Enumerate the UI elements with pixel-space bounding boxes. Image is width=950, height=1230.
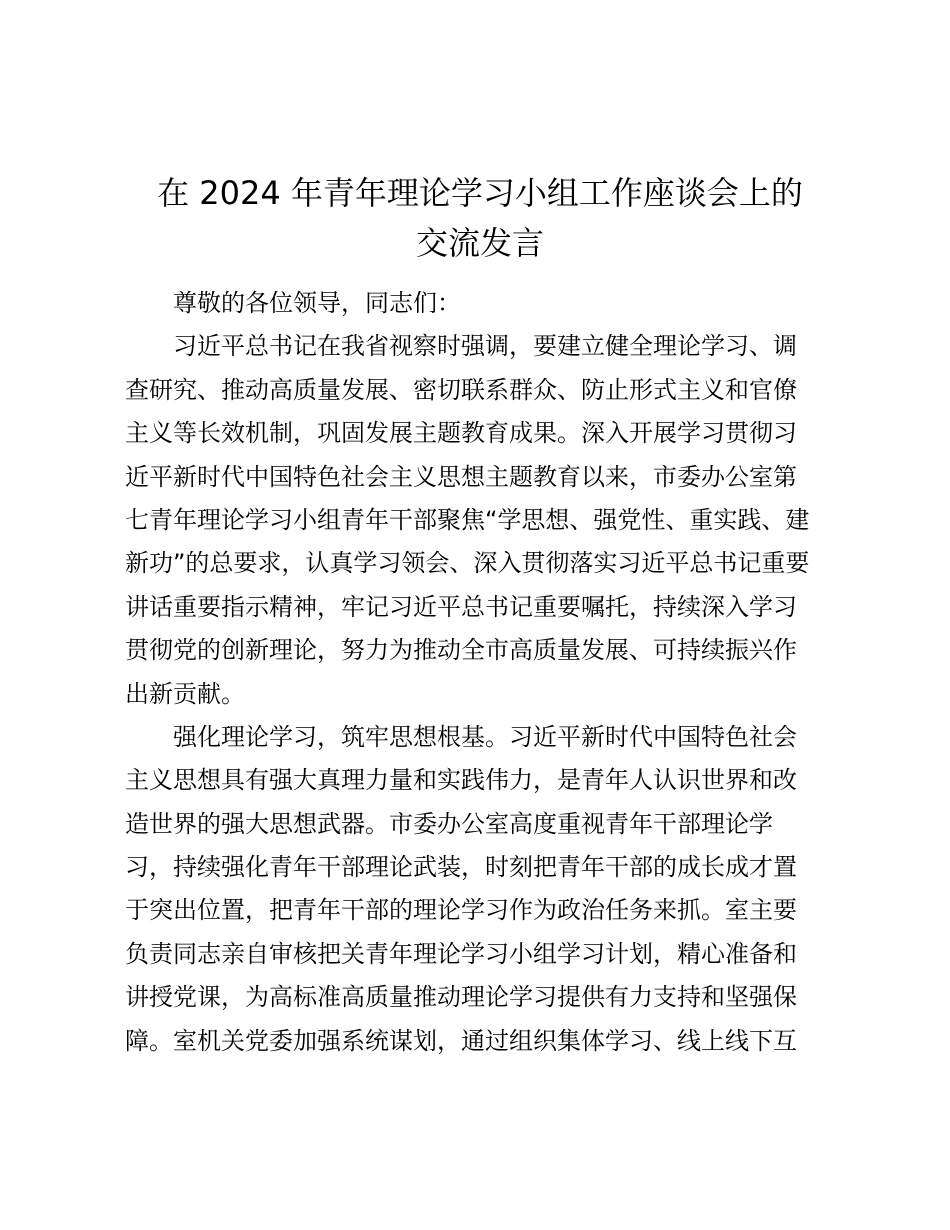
title-line-1: 在 2024 年青年理论学习小组工作座谈会上的	[157, 174, 803, 212]
body-line: 强化理论学习，筑牢思想根基。习近平新时代中国特色社会	[173, 722, 797, 751]
body-line: 查研究、推动高质量发展、密切联系群众、防止形式主义和官僚	[125, 375, 797, 404]
body-line: 讲授党课，为高标准高质量推动理论学习提供有力支持和坚强保	[125, 983, 797, 1012]
body-line: 讲话重要指示精神，牢记习近平总书记重要嘱托，持续深入学习	[125, 592, 797, 621]
document-body	[125, 282, 830, 1063]
body-line: 造世界的强大思想武器。市委办公室高度重视青年干部理论学	[125, 809, 773, 838]
body-line: 尊敬的各位领导，同志们：	[173, 289, 461, 317]
body-line: 出新贡献。	[125, 679, 245, 708]
body-line: 障。室机关党委加强系统谋划，通过组织集体学习、线上线下互	[125, 1026, 797, 1055]
body-line: 新功”的总要求，认真学习领会、深入贯彻落实习近平总书记重要	[125, 549, 810, 578]
body-line: 七青年理论学习小组青年干部聚焦“学思想、强党性、重实践、建	[125, 505, 810, 534]
body-line: 习近平总书记在我省视察时强调，要建立健全理论学习、调	[173, 332, 797, 361]
body-line: 主义思想具有强大真理力量和实践伟力，是青年人认识世界和改	[125, 766, 797, 795]
body-line: 贯彻党的创新理论，努力为推动全市高质量发展、可持续振兴作	[125, 636, 797, 665]
body-line: 负责同志亲自审核把关青年理论学习小组学习计划，精心准备和	[125, 939, 797, 968]
body-line: 于突出位置，把青年干部的理论学习作为政治任务来抓。室主要	[125, 896, 797, 925]
document-title	[120, 168, 840, 268]
body-line: 习，持续强化青年干部理论武装，时刻把青年干部的成长成才置	[125, 853, 797, 882]
title-line-2: 交流发言	[415, 224, 544, 262]
body-line: 近平新时代中国特色社会主义思想主题教育以来，市委办公室第	[125, 462, 797, 491]
body-line: 主义等长效机制，巩固发展主题教育成果。深入开展学习贯彻习	[125, 419, 797, 448]
